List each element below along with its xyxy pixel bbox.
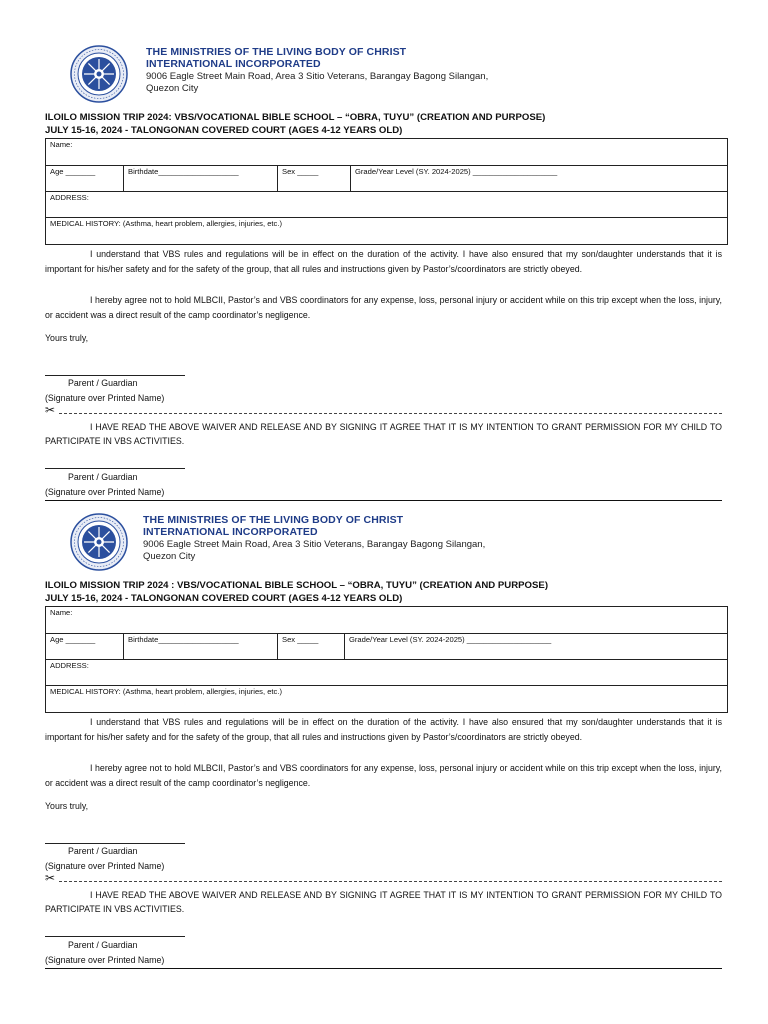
org-name-line1: THE MINISTRIES OF THE LIVING BODY OF CHRIST <box>146 46 407 58</box>
age-field[interactable]: Age _______ <box>46 166 124 192</box>
address-field[interactable]: ADDRESS: <box>46 192 728 218</box>
org-name <box>143 514 403 538</box>
address-line1: 9006 Eagle Street Main Road, Area 3 Sitio Veterans, Barangay Bagong Silangan, <box>146 71 489 82</box>
signature-line[interactable] <box>45 843 185 844</box>
signature-label: Parent / Guardian <box>68 846 138 856</box>
ministry-seal-logo <box>70 45 128 103</box>
signature-sublabel: (Signature over Printed Name) <box>45 393 165 403</box>
grade-level-field[interactable]: Grade/Year Level (SY. 2024-2025) ____________________ <box>345 634 728 660</box>
consent-signature-line[interactable] <box>45 936 185 937</box>
address-line2: Quezon City <box>146 83 199 94</box>
dashed-divider <box>59 881 722 882</box>
consent-signature-sublabel: (Signature over Printed Name) <box>45 487 165 497</box>
closing-text: Yours truly, <box>45 333 89 343</box>
scissors-icon: ✂ <box>45 871 56 885</box>
dashed-divider <box>59 413 722 414</box>
grade-level-field[interactable]: Grade/Year Level (SY. 2024-2025) ____________________ <box>351 166 728 192</box>
consent-signature-label: Parent / Guardian <box>68 940 138 950</box>
waiver-paragraph-rules: I understand that VBS rules and regulations will be in effect on the duration of the activity. I have also ensured that my son/daughter understands that it is important for his/her safety and for the safety of the group, that all rules and instructions given by Pastor’s/coordinators are strictly obeyed. <box>45 717 722 742</box>
medical-history-field[interactable]: MEDICAL HISTORY: (Asthma, heart problem, allergies, injuries, etc.) <box>46 218 728 245</box>
consent-signature-sublabel: (Signature over Printed Name) <box>45 955 165 965</box>
org-name-line2: INTERNATIONAL INCORPORATED <box>143 526 318 538</box>
signature-sublabel: (Signature over Printed Name) <box>45 861 165 871</box>
cut-line <box>45 403 722 419</box>
org-name-line2: INTERNATIONAL INCORPORATED <box>146 58 321 70</box>
consent-statement: I HAVE READ THE ABOVE WAIVER AND RELEASE AND BY SIGNING IT AGREE THAT IT IS MY INTENTION TO GRANT PERMISSION FOR MY CHILD TO PARTICIPATE IN VBS ACTIVITIES. <box>45 890 722 914</box>
consent-statement: I HAVE READ THE ABOVE WAIVER AND RELEASE AND BY SIGNING IT AGREE THAT IT IS MY INTENTION TO GRANT PERMISSION FOR MY CHILD TO PARTICIPATE IN VBS ACTIVITIES. <box>45 422 722 446</box>
waiver-paragraph-liability: I hereby agree not to hold MLBCII, Pastor’s and VBS coordinators for any expense, loss, personal injury or accident while on this trip except when the loss, injury, or accident was a direct result of the camp coordinator’s negligence. <box>45 763 722 788</box>
name-field[interactable]: Name: <box>46 139 728 166</box>
name-field[interactable]: Name: <box>46 607 728 634</box>
form-bottom-rule <box>45 500 722 501</box>
scissors-icon: ✂ <box>45 403 56 417</box>
waiver-form-2 <box>0 510 768 978</box>
birthdate-field[interactable]: Birthdate___________________ <box>124 634 278 660</box>
address-field[interactable]: ADDRESS: <box>46 660 728 686</box>
age-field[interactable]: Age _______ <box>46 634 124 660</box>
ministry-seal-logo <box>70 513 128 571</box>
birthdate-field[interactable]: Birthdate___________________ <box>124 166 278 192</box>
waiver-paragraph-liability: I hereby agree not to hold MLBCII, Pastor’s and VBS coordinators for any expense, loss, personal injury or accident while on this trip except when the loss, injury, or accident was a direct result of the camp coordinator’s negligence. <box>45 295 722 320</box>
consent-signature-label: Parent / Guardian <box>68 472 138 482</box>
signature-line[interactable] <box>45 375 185 376</box>
address-line2: Quezon City <box>143 551 196 562</box>
closing-text: Yours truly, <box>45 801 89 811</box>
waiver-form-1 <box>0 42 768 510</box>
form-title: ILOILO MISSION TRIP 2024: VBS/VOCATIONAL BIBLE SCHOOL – “OBRA, TUYU” (CREATION AND PURPOSE) <box>45 112 546 123</box>
org-name-line1: THE MINISTRIES OF THE LIVING BODY OF CHRIST <box>143 514 404 526</box>
org-address <box>143 539 485 563</box>
address-line1: 9006 Eagle Street Main Road, Area 3 Sitio Veterans, Barangay Bagong Silangan, <box>143 539 486 550</box>
waiver-paragraph-rules: I understand that VBS rules and regulations will be in effect on the duration of the activity. I have also ensured that my son/daughter understands that it is important for his/her safety and for the safety of the group, that all rules and instructions given by Pastor’s/coordinators are strictly obeyed. <box>45 249 722 274</box>
org-address <box>146 71 488 95</box>
form-bottom-rule <box>45 968 722 969</box>
sex-field[interactable]: Sex _____ <box>278 166 351 192</box>
form-subtitle: JULY 15-16, 2024 - TALONGONAN COVERED COURT (AGES 4-12 YEARS OLD) <box>45 125 403 136</box>
participant-info-table <box>45 606 728 713</box>
form-title: ILOILO MISSION TRIP 2024 : VBS/VOCATIONAL BIBLE SCHOOL – “OBRA, TUYU” (CREATION AND PURPOSE) <box>45 580 549 591</box>
medical-history-field[interactable]: MEDICAL HISTORY: (Asthma, heart problem, allergies, injuries, etc.) <box>46 686 728 713</box>
form-subtitle: JULY 15-16, 2024 - TALONGONAN COVERED COURT (AGES 4-12 YEARS OLD) <box>45 593 403 604</box>
consent-signature-line[interactable] <box>45 468 185 469</box>
sex-field[interactable]: Sex _____ <box>278 634 345 660</box>
participant-info-table <box>45 138 728 245</box>
cut-line <box>45 871 722 887</box>
signature-label: Parent / Guardian <box>68 378 138 388</box>
org-name <box>146 46 406 70</box>
